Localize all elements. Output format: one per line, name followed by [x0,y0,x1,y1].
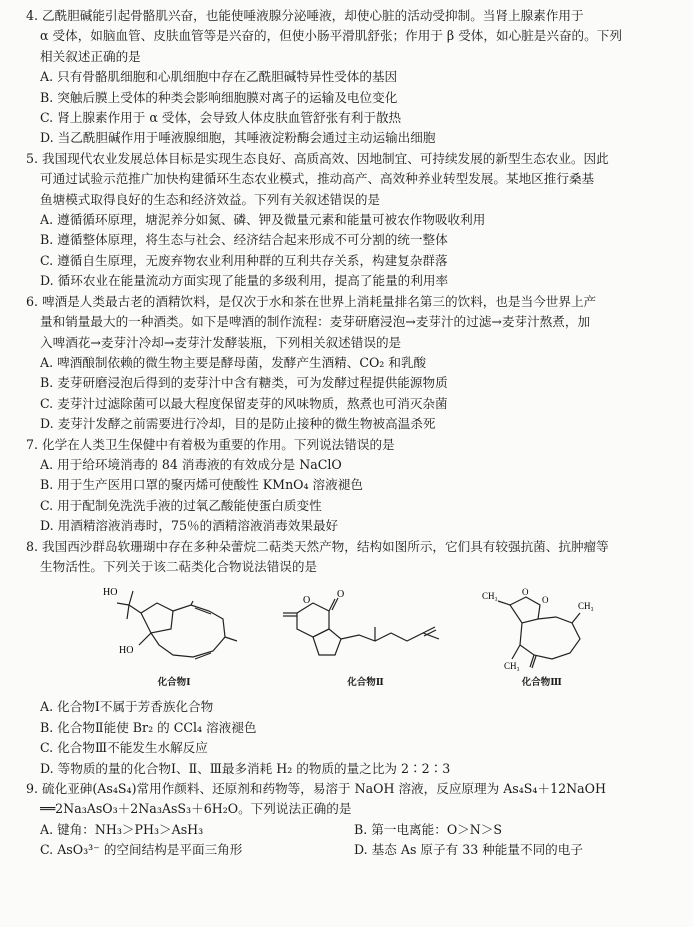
option-c[interactable]: C. 用于配制免洗洗手液的过氧乙酸能使蛋白质变性 [40,497,322,513]
atom-label-ch3: CH₃ [577,601,594,612]
option-a[interactable]: A. 只有骨骼肌细胞和心肌细胞中存在乙酰胆碱特异性受体的基因 [40,69,398,85]
atom-label-ho: HO [103,587,118,599]
question-8 [26,537,675,779]
compound-3-structure [482,583,602,695]
atom-label-o: O [303,595,311,607]
question-5 [26,149,675,292]
option-b[interactable]: B. 化合物Ⅱ能使 Br₂ 的 CCl₄ 溶液褪色 [40,719,257,735]
option-c[interactable]: C. 化合物Ⅲ不能发生水解反应 [40,740,208,756]
compound-2-structure [275,583,455,695]
option-a[interactable]: A. 遵循循环原理，塘泥养分如氮、磷、钾及微量元素和能量可被农作物吸收利用 [40,212,486,228]
compound-2-skeletal-formula [275,583,455,675]
option-c[interactable]: C. 肾上腺素作用于 α 受体，会导致人体皮肤血管舒张有利于散热 [40,110,402,126]
question-stem-line: 7. 化学在人类卫生保健中有着极为重要的作用。下列说法错误的是 [26,436,395,452]
atom-label-o: O [541,595,549,606]
question-stem-line: 入啤酒花→麦芽汁冷却→麦芽汁发酵装瓶，下列相关叙述错误的是 [40,334,402,350]
atom-label-ch3: CH₃ [481,591,498,602]
question-stem-line: 6. 啤酒是人类最古老的酒精饮料，是仅次于水和茶在世界上消耗量排名第三的饮料，也是当今世界上产 [26,293,597,309]
question-6 [26,292,675,435]
chemical-structures-figure [26,577,675,697]
question-stem-line: 可通过试验示范推广加快构建循环生态农业模式，推动高产、高效种养业转型发展。某地区推行桑基 [40,171,595,187]
option-d[interactable]: D. 基态 As 原子有 33 种能量不同的电子 [354,842,583,858]
compound-1-structure [99,583,249,695]
option-d[interactable]: D. 用酒精溶液消毒时，75％的酒精溶液消毒效果最好 [40,518,339,534]
compound-1-label: 化合物Ⅰ [157,677,191,689]
option-d[interactable]: D. 麦芽汁发酵之前需要进行冷却，目的是防止接种的微生物被高温杀死 [40,416,436,432]
question-stem-line: α 受体，如脑血管、皮肤血管等是兴奋的，但使小肠平滑肌舒张；作用于 β 受体，如心脏是兴奋的。下列 [40,28,622,44]
option-d[interactable]: D. 等物质的量的化合物Ⅰ、Ⅱ、Ⅲ最多消耗 H₂ 的物质的量之比为 2∶2∶3 [40,760,451,776]
question-stem-line: 相关叙述正确的是 [40,48,141,64]
compound-3-skeletal-formula [482,583,602,675]
option-b[interactable]: B. 第一电离能：O＞N＞S [354,821,502,837]
question-stem-line: 生物活性。下列关于该二萜类化合物说法错误的是 [40,558,318,574]
option-b[interactable]: B. 用于生产医用口罩的聚丙烯可使酸性 KMnO₄ 溶液褪色 [40,477,363,493]
option-a[interactable]: A. 啤酒酿制依赖的微生物主要是酵母菌，发酵产生酒精、CO₂ 和乳酸 [40,354,427,370]
compound-2-label: 化合物Ⅱ [347,677,384,689]
option-b[interactable]: B. 遵循整体原理，将生态与社会、经济结合起来形成不可分割的统一整体 [40,232,448,248]
option-b[interactable]: B. 突触后膜上受体的种类会影响细胞膜对离子的运输及电位变化 [40,89,398,105]
option-a[interactable]: A. 化合物Ⅰ不属于芳香族化合物 [40,699,214,715]
option-d[interactable]: D. 当乙酰胆碱作用于唾液腺细胞，其唾液淀粉酶会通过主动运输出细胞 [40,130,436,146]
question-stem-line: 9. 硫化亚砷(As₄S₄)常用作颜料、还原剂和药物等，易溶于 NaOH 溶液，反应原理为 As₄S₄＋12NaOH [26,781,606,796]
option-a[interactable]: A. 键角：NH₃＞PH₃＞AsH₃ [40,821,204,837]
atom-label-ho: HO [119,645,134,657]
question-stem-line: 8. 我国西沙群岛软珊瑚中存在多种朵蕾烷二萜类天然产物，结构如图所示，它们具有较强抗菌、抗肿瘤等 [26,538,609,554]
question-4 [26,6,675,149]
option-b[interactable]: B. 麦芽研磨浸泡后得到的麦芽汁中含有糖类，可为发酵过程提供能源物质 [40,375,448,391]
atom-label-o: O [337,589,345,601]
question-stem-line: 量和销量最大的一种酒类。如下是啤酒的制作流程：麦芽研磨浸泡→麦芽汁的过滤→麦芽汁熬煮，加 [40,314,591,330]
option-a[interactable]: A. 用于给环境消毒的 84 消毒液的有效成分是 NaClO [40,456,342,472]
question-stem-line: 5. 我国现代农业发展总体目标是实现生态良好、高质高效、因地制宜、可持续发展的新型生态农业。因此 [26,150,609,166]
option-c[interactable]: C. 遵循自生原理，无废弃物农业利用种群的互利共存关系，构建复杂群落 [40,252,448,268]
atom-label-o: O [521,587,529,598]
question-stem-line: 4. 乙酰胆碱能引起骨骼肌兴奋，也能使唾液腺分泌唾液，却使心脏的活动受抑制。当肾上腺素作用于 [26,8,584,23]
option-c[interactable]: C. AsO₃³⁻ 的空间结构是平面三角形 [40,842,243,858]
option-c[interactable]: C. 麦芽汁过滤除菌可以最大程度保留麦芽的风味物质，熬煮也可消灭杂菌 [40,395,448,411]
question-7 [26,435,675,537]
compound-3-label: 化合物Ⅲ [521,677,562,689]
atom-label-ch3: CH₃ [503,661,520,672]
question-9 [26,779,675,861]
question-stem-line: 鱼塘模式取得良好的生态和经济效益。下列有关叙述错误的是 [40,191,381,207]
question-stem-line: ══2Na₃AsO₃＋2Na₃AsS₃＋6H₂O。下列说法正确的是 [40,801,352,817]
option-row [26,820,675,840]
option-row [26,840,675,860]
compound-1-skeletal-formula [99,583,249,675]
option-d[interactable]: D. 循环农业在能量流动方面实现了能量的多级利用，提高了能量的利用率 [40,273,449,289]
